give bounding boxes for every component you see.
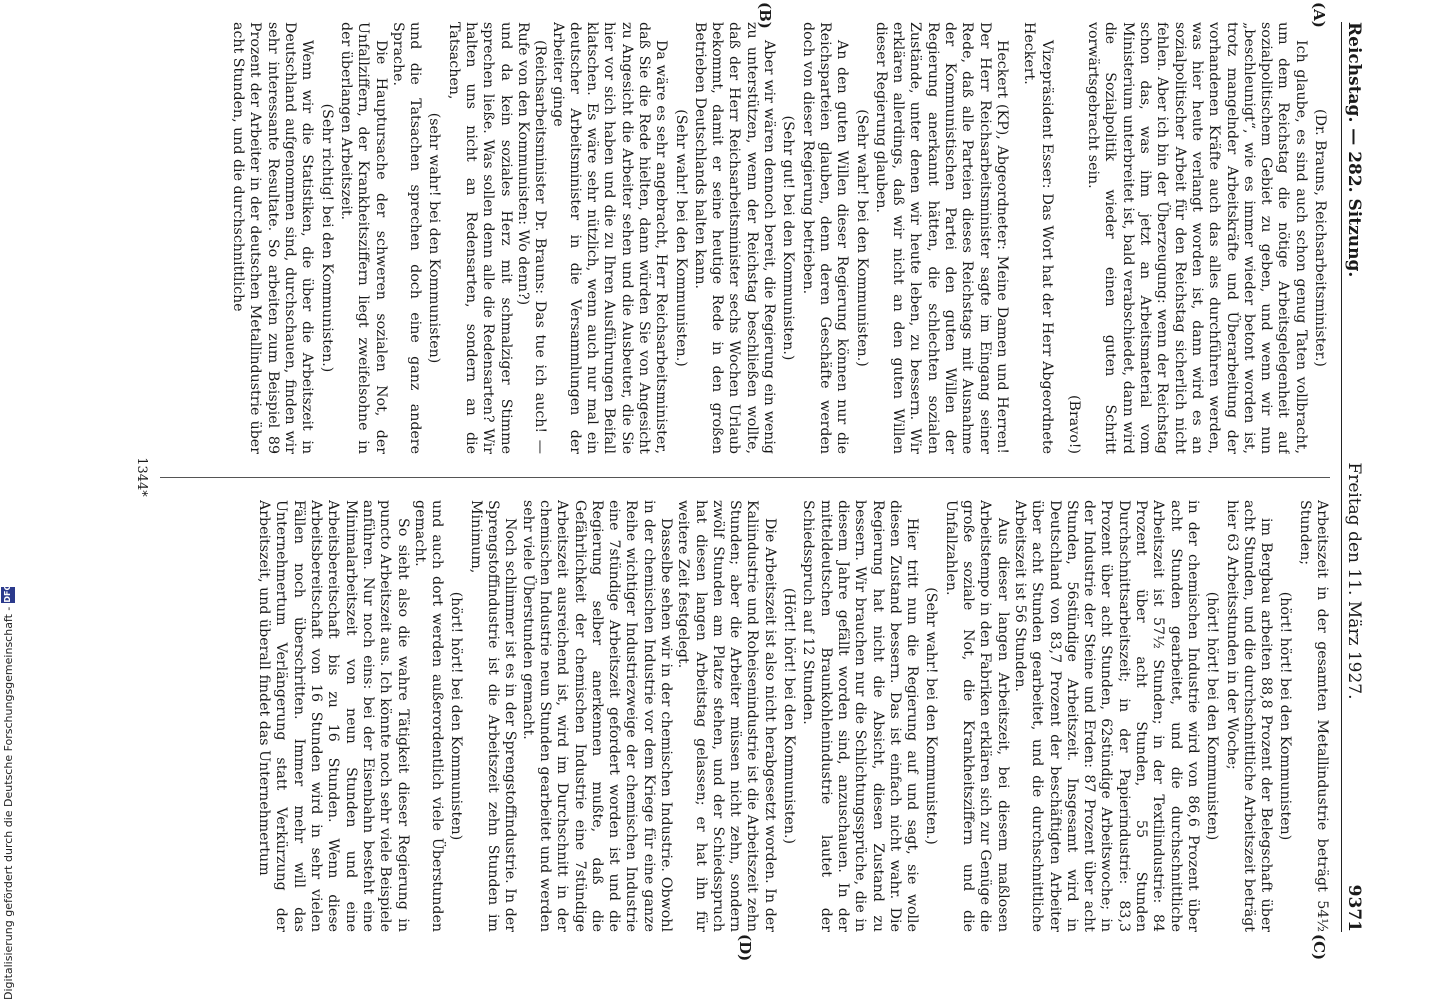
interjection: (Sehr wahr! bei den Kommunisten.)	[853, 109, 870, 367]
margin-marker-c: (C)	[1310, 934, 1328, 961]
header-title: Reichstag. — 282. Sitzung.	[1344, 22, 1364, 278]
header-date: Freitag den 11. März 1927.	[1344, 462, 1364, 700]
page-header	[1344, 22, 1374, 932]
interjection: (sehr wahr! bei den Kommunisten)	[426, 112, 443, 364]
dfg-logo: DFG	[1, 587, 15, 603]
interjection: (Bravo!)	[1065, 395, 1082, 454]
paragraph: Vizepräsident Esser: Das Wort hat der Herr Abgeordnete Heckert.	[1021, 22, 1055, 454]
paragraph: und auch dort werden außerordentlich viele Überstunden gemacht.	[411, 500, 446, 932]
paragraph: in der chemischen Industrie wird von 86,6 Prozent über acht Stunden gearbeitet, und die durchschnittliche Arbeitszeit ist 57½ Stunden; in der Textilindustrie: 84 Prozent über acht Stunden, 55 Stunden Durchschnittsarbeitszeit; in der Papierindustrie: 83,3 Prozent über acht Stunden, 62stündige Arbeitswoche; in der Industrie der Steine und Erden: 87 Prozent über acht Stunden, 56stündige Arbeitszeit. Insgesamt wird in Deutschland von 83,7 Prozent der beschäftigten Arbeiter über acht Stunden gearbeitet, und die durchschnittliche Arbeitszeit ist 56 Stunden.	[1011, 500, 1201, 932]
paragraph: Arbeitszeit in der gesamten Metallindustrie beträgt 54½ Stunden;	[1296, 500, 1330, 932]
paragraph: und da kein soziales Herz mit schmalziger Stimme sprechen ließe. Was sollen denn alle die Redensarten? Wir halten uns nicht an Redensarten, sondern an die Tatsachen,	[445, 22, 514, 454]
interjection: (hört! hört! bei den Kommunisten)	[1277, 591, 1294, 841]
paragraph: Die Hauptursache der schweren sozialen Not, der Unfallziffern, der Krankheitsziffern liegt zweifelsohne in der überlangen Arbeitszeit.	[337, 22, 389, 454]
header-rule	[1341, 22, 1342, 932]
paragraph: Hier tritt nun die Regierung auf und sagt, sie wolle diesen Zustand bessern. Das ist einfach nicht wahr. Die Regierung hat nicht die Absicht, diesen Zustand zu bessern. Wir brauchen nur die Schlichtungssprüche, die in diesem Jahre gefällt worden sind, anzuschauen. In der mitteldeutschen Braunkohlenindustrie lautet der Schiedsspruch auf 12 Stunden.	[800, 500, 921, 932]
interjection: (hört! hört! bei den Kommunisten)	[1204, 591, 1221, 841]
paragraph: Noch schlimmer ist es in der Sprengstoffindustrie. In der Sprengstoffindustrie ist die Arbeitszeit zehn Stunden im Minimum,	[467, 500, 519, 932]
interjection: (Sehr richtig! bei den Kommunisten.)	[318, 103, 335, 373]
paragraph: Ich glaube, es sind auch schon genug Taten vollbracht, um dem Reichstag die nötige Arbeitsgelegenheit auf sozialpolitischem Gebiet zu geben, und wenn wir nun „beschleunigt“, wie es immer wieder betont worden ist, trotz mangelnder Arbeitskräfte und Überarbeitung der vorhandenen Kräfte auch das alles durchführen werden, was hier heute verlangt worden ist, dann wird es an sozialpolitischer Arbeit für den Reichstag sicherlich nicht fehlen. Aber ich bin der Überzeugung: wenn der Reichstag schon das, was ihm jetzt an Arbeitsmaterial vom Ministerium unterbreitet ist, bald verabschiedet, dann wird die Sozialpolitik wieder einen guten Schritt vorwärtsgebracht sein.	[1085, 22, 1309, 454]
document-sheet	[114, 2, 1374, 962]
interjection: (Reichsarbeitsminister Dr. Brauns: Das tue ich auch! — Rufe von den Kommunisten: Wo denn?)	[514, 22, 549, 454]
paragraph: und die Tatsachen sprechen doch eine ganz andere Sprache.	[389, 22, 424, 454]
interjection: (hört! hört! bei den Kommunisten)	[448, 591, 465, 841]
paragraph: Heckert (KP), Abgeordneter: Meine Damen und Herren! Der Herr Reichsarbeitsminister sagte im Eingang seiner Rede, daß alle Parteien dieses Reichstags mit Ausnahme der Kommunistischen Partei den guten Willen der Regierung anerkannt hätten, die schlechten sozialen Zustände, unter denen wir heute leben, zu bessern. Wir erklären allerdings, daß wir nicht an den guten Willen dieser Regierung glauben.	[872, 22, 1010, 454]
paragraph: Die Arbeitszeit ist also nicht herabgesetzt worden. In der Kaliindustrie und Roheisenindustrie ist die Arbeitszeit zehn Stunden; aber die Arbeiter müssen nicht zehn, sondern zwölf Stunden am Platze stehen, und der Schiedsspruch hat diesen langen Arbeitstag gelassen; er hat ihn für weitere Zeit festgelegt.	[675, 500, 778, 932]
interjection: (Sehr gut! bei den Kommunisten.)	[780, 115, 797, 361]
footer-signature: 1344*	[134, 457, 149, 497]
paragraph: Wenn wir die Statistiken, die über die Arbeitszeit in Deutschland aufgenommen sind, durchschauen, finden wir sehr interessante Resultate. So arbeiten zum Beispiel 89 Prozent der Arbeiter in der deutschen Metallindustrie über acht Stunden, und die durchschnittliche	[230, 22, 316, 454]
paragraph: Aus dieser langen Arbeitszeit, bei diesem maßlosen Arbeitstempo in den Fabriken erklären sich zur Genüge die große soziale Not, die Krankheitsziffern und die Unfallzahlen.	[942, 500, 1011, 932]
interjection: (Hört! hört! bei den Kommunisten.)	[781, 587, 798, 845]
right-column	[160, 500, 1330, 932]
interjection: (Sehr wahr! bei den Kommunisten.)	[672, 109, 689, 367]
speaker-note: (Dr. Brauns, Reichsarbeitsminister.)	[1312, 109, 1328, 367]
paragraph: So sieht also die wahre Tätigkeit dieser Regierung in puncto Arbeitszeit aus. Ich könnte noch sehr viele Beispiele anführen. Nur noch eins: bei der Eisenbahn besteht eine Minimalarbeitszeit von neun Stunden und eine Arbeitsbereitschaft bis zu 16 Stunden. Wenn diese Arbeitsbereitschaft von 16 Stunden wird in sehr vielen Fällen noch überschritten. Immer mehr will das Unternehmertum Verlängerung statt Verkürzung der Arbeitszeit, und überall findet das Unternehmertum	[256, 500, 411, 932]
paragraph: im Bergbau arbeiten 88,8 Prozent der Belegschaft über acht Stunden, und die durchschnittliche Arbeitszeit beträgt hier 63 Arbeitsstunden in der Woche;	[1223, 500, 1275, 932]
digitization-credit	[0, 0, 16, 1000]
paragraph: An den guten Willen dieser Regierung können nur die Reichsparteien glauben, denn deren Geschäfte werden doch von dieser Regierung betrieben.	[799, 22, 851, 454]
interjection: (Sehr wahr! bei den Kommunisten.)	[923, 587, 940, 845]
left-column	[160, 22, 1330, 454]
page-number: 9371	[1344, 884, 1364, 932]
margin-marker-b: (B)	[756, 2, 774, 29]
margin-marker-a: (A)	[1310, 2, 1328, 28]
paragraph: Aber wir wären dennoch bereit, die Regierung ein wenig zu unterstützen, wenn der Reichstag beschließen wollte, daß der Herr Reichsarbeitsminister sechs Wochen Urlaub bekommt, damit er seine heutige Rede in den großen Betrieben Deutschlands halten kann.	[691, 22, 778, 454]
credit-text: Digitalisierung gefördert durch die Deutsche Forschungsgemeinschaft -	[1, 606, 15, 1000]
column-divider	[160, 477, 1330, 478]
paragraph: Da wäre es sehr angebracht, Herr Reichsarbeitsminister, daß Sie die Rede hielten, dann würden Sie von Angesicht zu Angesicht die Arbeiter sehen und die Ausbeuter, die Sie hier vor sich haben und die zu Ihren Ausführungen Beifall klatschen. Es wäre sehr nützlich, wenn auch nur mal ein deutscher Arbeitsminister in die Versammlungen der Arbeiter ginge	[549, 22, 670, 454]
margin-marker-d: (D)	[736, 934, 754, 962]
paragraph: Dasselbe sehen wir in der chemischen Industrie. Obwohl in der chemischen Industrie vor dem Kriege für eine ganze Reihe wichtiger Industriezweige der chemischen Industrie eine 7stündige Arbeitszeit gefordert worden ist und die Regierung selber anerkennen mußte, daß die Gefährlichkeit der chemischen Industrie eine 7stündige Arbeitszeit ausreichend ist, wird im Durchschnitt in der chemischen Industrie neun Stunden gearbeitet und werden sehr viele Überstunden gemacht.	[519, 500, 675, 932]
